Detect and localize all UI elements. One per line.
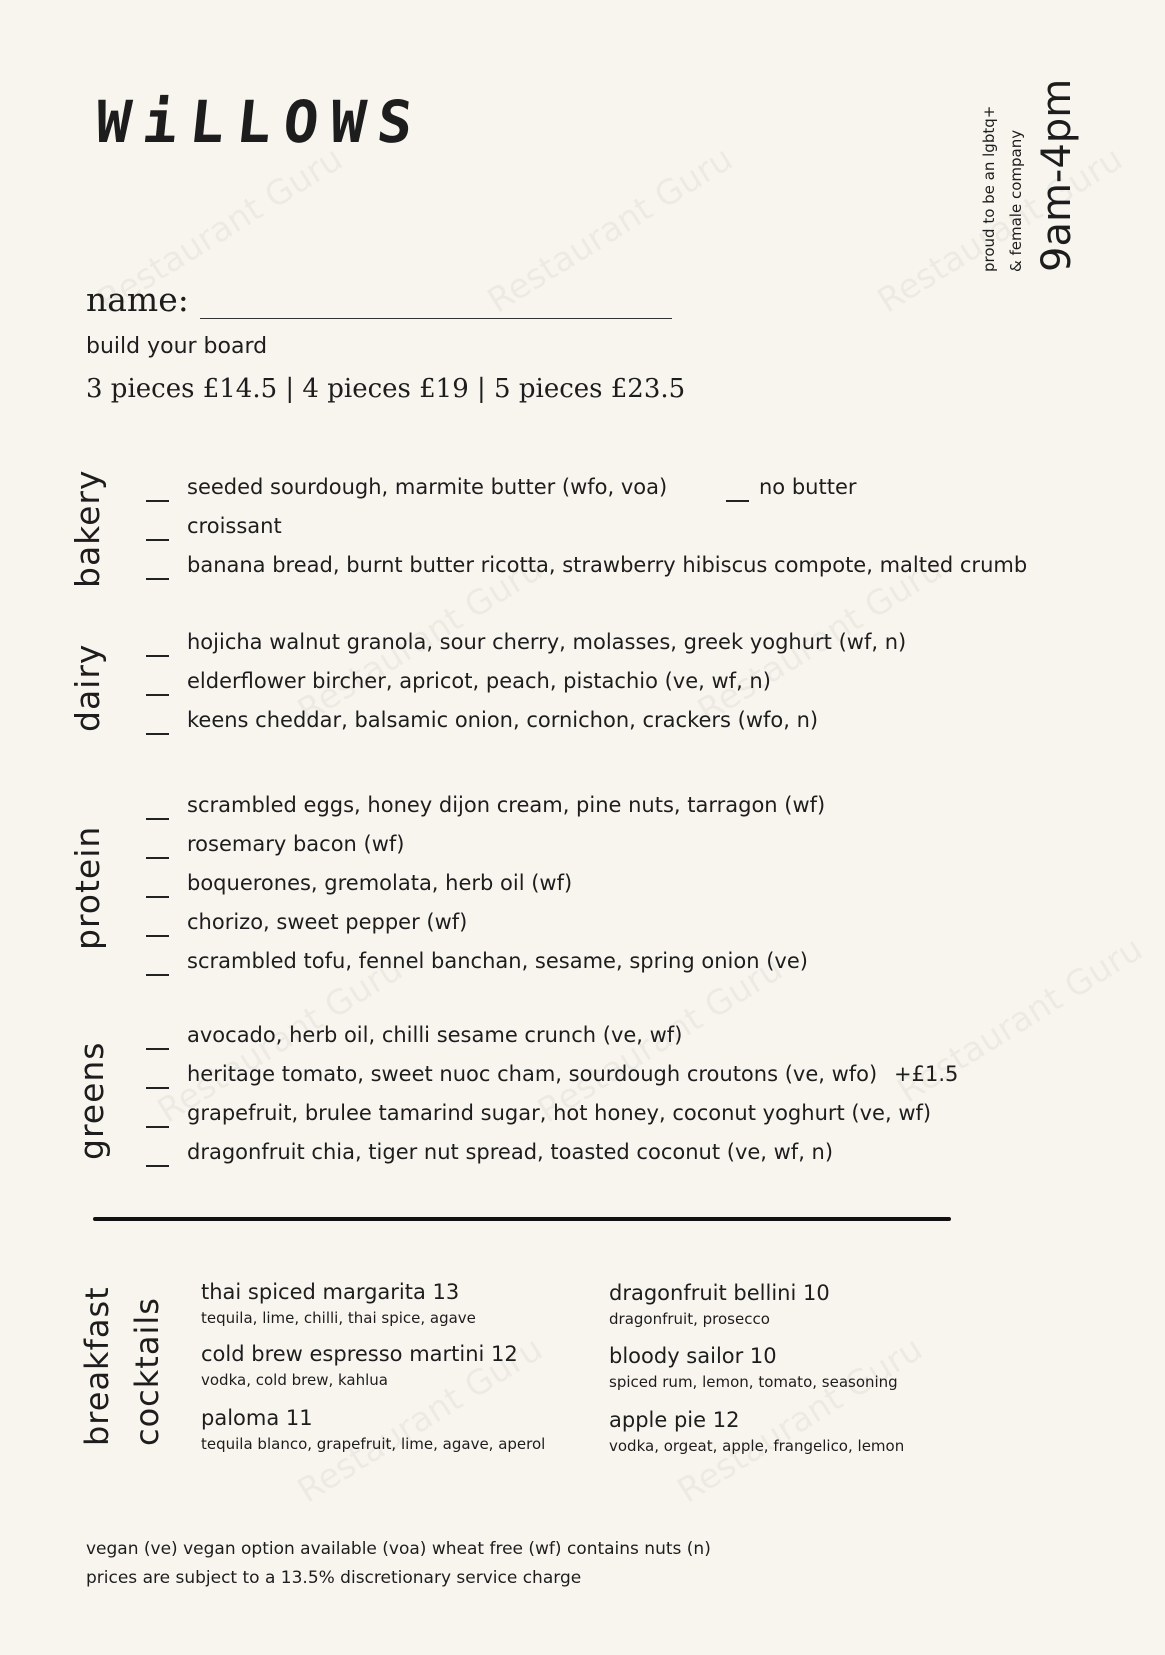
cocktail-desc: tequila, lime, chilli, thai spice, agave bbox=[201, 1309, 476, 1327]
section-label-dairy: dairy bbox=[68, 643, 107, 732]
cocktail-name: bloody sailor 10 bbox=[609, 1344, 777, 1368]
checkbox-line[interactable] bbox=[146, 974, 169, 976]
menu-item: hojicha walnut granola, sour cherry, molasses, greek yoghurt (wf, n) bbox=[187, 630, 907, 654]
cocktail-desc: spiced rum, lemon, tomato, seasoning bbox=[609, 1373, 898, 1391]
opening-hours: 9am-4pm bbox=[1034, 78, 1080, 272]
tagline-line2: & female company bbox=[1007, 129, 1025, 272]
checkbox-line[interactable] bbox=[146, 935, 169, 937]
menu-item: avocado, herb oil, chilli sesame crunch (ve, wf) bbox=[187, 1023, 683, 1047]
name-label: name: bbox=[86, 280, 189, 319]
checkbox-line[interactable] bbox=[146, 857, 169, 859]
menu-item: grapefruit, brulee tamarind sugar, hot honey, coconut yoghurt (ve, wf) bbox=[187, 1101, 932, 1125]
watermark-text bbox=[871, 139, 1130, 321]
checkbox-line[interactable] bbox=[146, 733, 169, 735]
cocktail-name: paloma 11 bbox=[201, 1406, 313, 1430]
brand-logo: WiLLOWS bbox=[92, 88, 429, 156]
checkbox-line[interactable] bbox=[146, 539, 169, 541]
cocktail-name: apple pie 12 bbox=[609, 1408, 740, 1432]
cocktails-label-line2: cocktails bbox=[128, 1297, 166, 1446]
cocktail-desc: vodka, cold brew, kahlua bbox=[201, 1371, 388, 1389]
cocktail-name: dragonfruit bellini 10 bbox=[609, 1281, 830, 1305]
menu-item: chorizo, sweet pepper (wf) bbox=[187, 910, 468, 934]
tagline-line1: proud to be an lgbtq+ bbox=[980, 105, 998, 272]
cocktail-name: cold brew espresso martini 12 bbox=[201, 1342, 518, 1366]
cocktails-label-line1: breakfast bbox=[78, 1286, 116, 1446]
checkbox-line[interactable] bbox=[146, 655, 169, 657]
watermark-text bbox=[481, 139, 740, 321]
cocktail-desc: tequila blanco, grapefruit, lime, agave, aperol bbox=[201, 1435, 546, 1453]
menu-item: croissant bbox=[187, 514, 282, 538]
surcharge-label: +£1.5 bbox=[894, 1062, 959, 1086]
checkbox-line[interactable] bbox=[146, 818, 169, 820]
cocktail-desc: vodka, orgeat, apple, frangelico, lemon bbox=[609, 1437, 905, 1455]
name-field-line[interactable] bbox=[200, 318, 672, 319]
menu-item: dragonfruit chia, tiger nut spread, toasted coconut (ve, wf, n) bbox=[187, 1140, 834, 1164]
cocktail-name: thai spiced margarita 13 bbox=[201, 1280, 460, 1304]
menu-item: banana bread, burnt butter ricotta, strawberry hibiscus compote, malted crumb bbox=[187, 553, 1028, 577]
checkbox-line[interactable] bbox=[146, 1126, 169, 1128]
menu-item: rosemary bacon (wf) bbox=[187, 832, 405, 856]
service-charge-note: prices are subject to a 13.5% discretionary service charge bbox=[86, 1568, 582, 1588]
checkbox-line[interactable] bbox=[726, 500, 749, 502]
section-label-protein: protein bbox=[68, 825, 107, 950]
menu-item: seeded sourdough, marmite butter (wfo, voa) bbox=[187, 475, 668, 499]
menu-item: scrambled tofu, fennel banchan, sesame, spring onion (ve) bbox=[187, 949, 808, 973]
menu-item: heritage tomato, sweet nuoc cham, sourdough croutons (ve, wfo) bbox=[187, 1062, 878, 1086]
board-prices: 3 pieces £14.5 | 4 pieces £19 | 5 pieces £23.5 bbox=[86, 374, 686, 404]
checkbox-line[interactable] bbox=[146, 500, 169, 502]
checkbox-line[interactable] bbox=[146, 1165, 169, 1167]
section-label-bakery: bakery bbox=[68, 469, 107, 588]
checkbox-line[interactable] bbox=[146, 896, 169, 898]
section-divider bbox=[93, 1217, 951, 1221]
menu-item: keens cheddar, balsamic onion, cornichon, crackers (wfo, n) bbox=[187, 708, 819, 732]
cocktail-desc: dragonfruit, prosecco bbox=[609, 1310, 770, 1328]
checkbox-line[interactable] bbox=[146, 694, 169, 696]
dietary-legend: vegan (ve) vegan option available (voa) wheat free (wf) contains nuts (n) bbox=[86, 1539, 711, 1559]
menu-item: boquerones, gremolata, herb oil (wf) bbox=[187, 871, 573, 895]
section-label-greens: greens bbox=[72, 1041, 111, 1160]
board-subtitle: build your board bbox=[86, 334, 268, 359]
checkbox-line[interactable] bbox=[146, 578, 169, 580]
no-butter-option: no butter bbox=[759, 475, 857, 499]
checkbox-line[interactable] bbox=[146, 1087, 169, 1089]
menu-item: scrambled eggs, honey dijon cream, pine nuts, tarragon (wf) bbox=[187, 793, 826, 817]
checkbox-line[interactable] bbox=[146, 1048, 169, 1050]
menu-item: elderflower bircher, apricot, peach, pistachio (ve, wf, n) bbox=[187, 669, 771, 693]
